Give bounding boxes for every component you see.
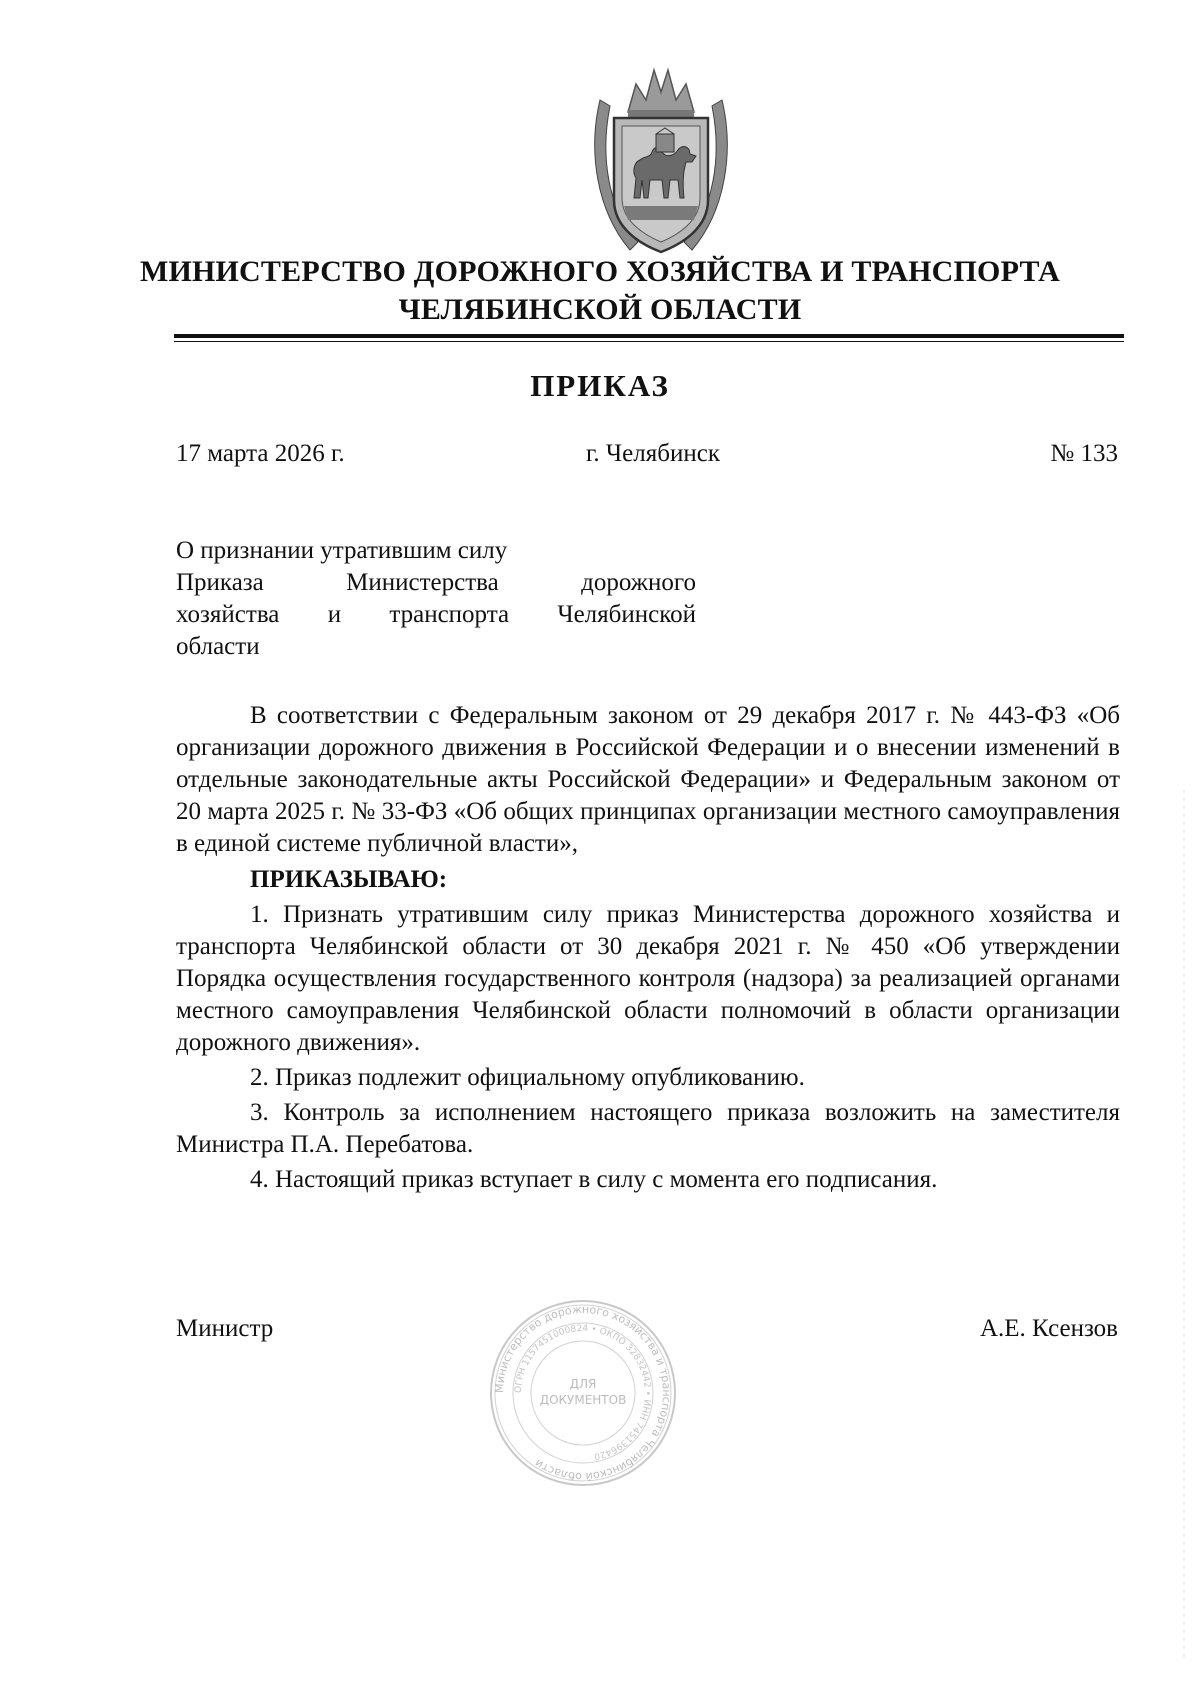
- order-item: 2. Приказ подлежит официальному опубликованию.: [250, 1064, 805, 1091]
- seal-outer-textpath: Министерство дорожного хозяйства и транспорта Челябинской области: [492, 1302, 674, 1484]
- order-word: ПРИКАЗЫВАЮ:: [250, 866, 448, 893]
- round-seal-stamp-icon: [488, 1298, 678, 1488]
- document-subject: [176, 535, 696, 663]
- document-number: № 133: [1050, 440, 1118, 467]
- document-city: г. Челябинск: [586, 440, 720, 467]
- order-item: 4. Настоящий приказ вступает в силу с момента его подписания.: [250, 1166, 938, 1193]
- subject-line: хозяйства и транспорта Челябинской: [176, 601, 696, 628]
- scan-artifact-line: [1183, 790, 1185, 1660]
- seal-center-line1: ДЛЯ: [569, 1377, 597, 1391]
- ministry-name-line2: ЧЕЛЯБИНСКОЙ ОБЛАСТИ: [398, 293, 802, 326]
- subject-line: О признании утратившим силу: [176, 537, 508, 564]
- document-body: [176, 700, 1120, 1196]
- signer-name: А.Е. Ксензов: [979, 1315, 1118, 1342]
- coat-of-arms-icon: [590, 60, 732, 256]
- document-title: ПРИКАЗ: [530, 368, 670, 403]
- header-divider-thin: [174, 341, 1124, 342]
- subject-line: области: [176, 633, 260, 660]
- ministry-name-line1: МИНИСТЕРСТВО ДОРОЖНОГО ХОЗЯЙСТВА И ТРАНСПОРТА: [139, 255, 1061, 288]
- header-divider-thick: [174, 334, 1124, 338]
- document-date: 17 марта 2026 г.: [176, 440, 345, 467]
- order-item: 3. Контроль за исполнением настоящего приказа возложить на заместителя Министра П.А. Перебатова.: [176, 1099, 1120, 1158]
- seal-inner-textpath: ОГРН 1157451000824 • ОКПО 32832442 • ИНН 7451396420: [513, 1323, 653, 1461]
- signer-position: Министр: [176, 1315, 274, 1342]
- seal-center-line2: ДОКУМЕНТОВ: [539, 1393, 627, 1407]
- subject-line: Приказа Министерства дорожного: [176, 569, 696, 596]
- preamble-paragraph: В соответствии с Федеральным законом от 29 декабря 2017 г. № 443-ФЗ «Об организации дорожного движения в Российской Федерации и о внесении изменений в отдельные законодательные акты Российской Федерации» и Федеральным законом от 20 марта 2025 г. № 33-ФЗ «Об общих принципах организации местного самоуправления в единой системе публичной власти»,: [176, 702, 1120, 857]
- order-item: 1. Признать утратившим силу приказ Министерства дорожного хозяйства и транспорта Челябинской области от 30 декабря 2021 г. № 450 «Об утверждении Порядка осуществления государственного контроля (надзора) за реализацией органами местного самоуправления Челябинской области полномочий в области организации дорожного движения».: [176, 901, 1120, 1056]
